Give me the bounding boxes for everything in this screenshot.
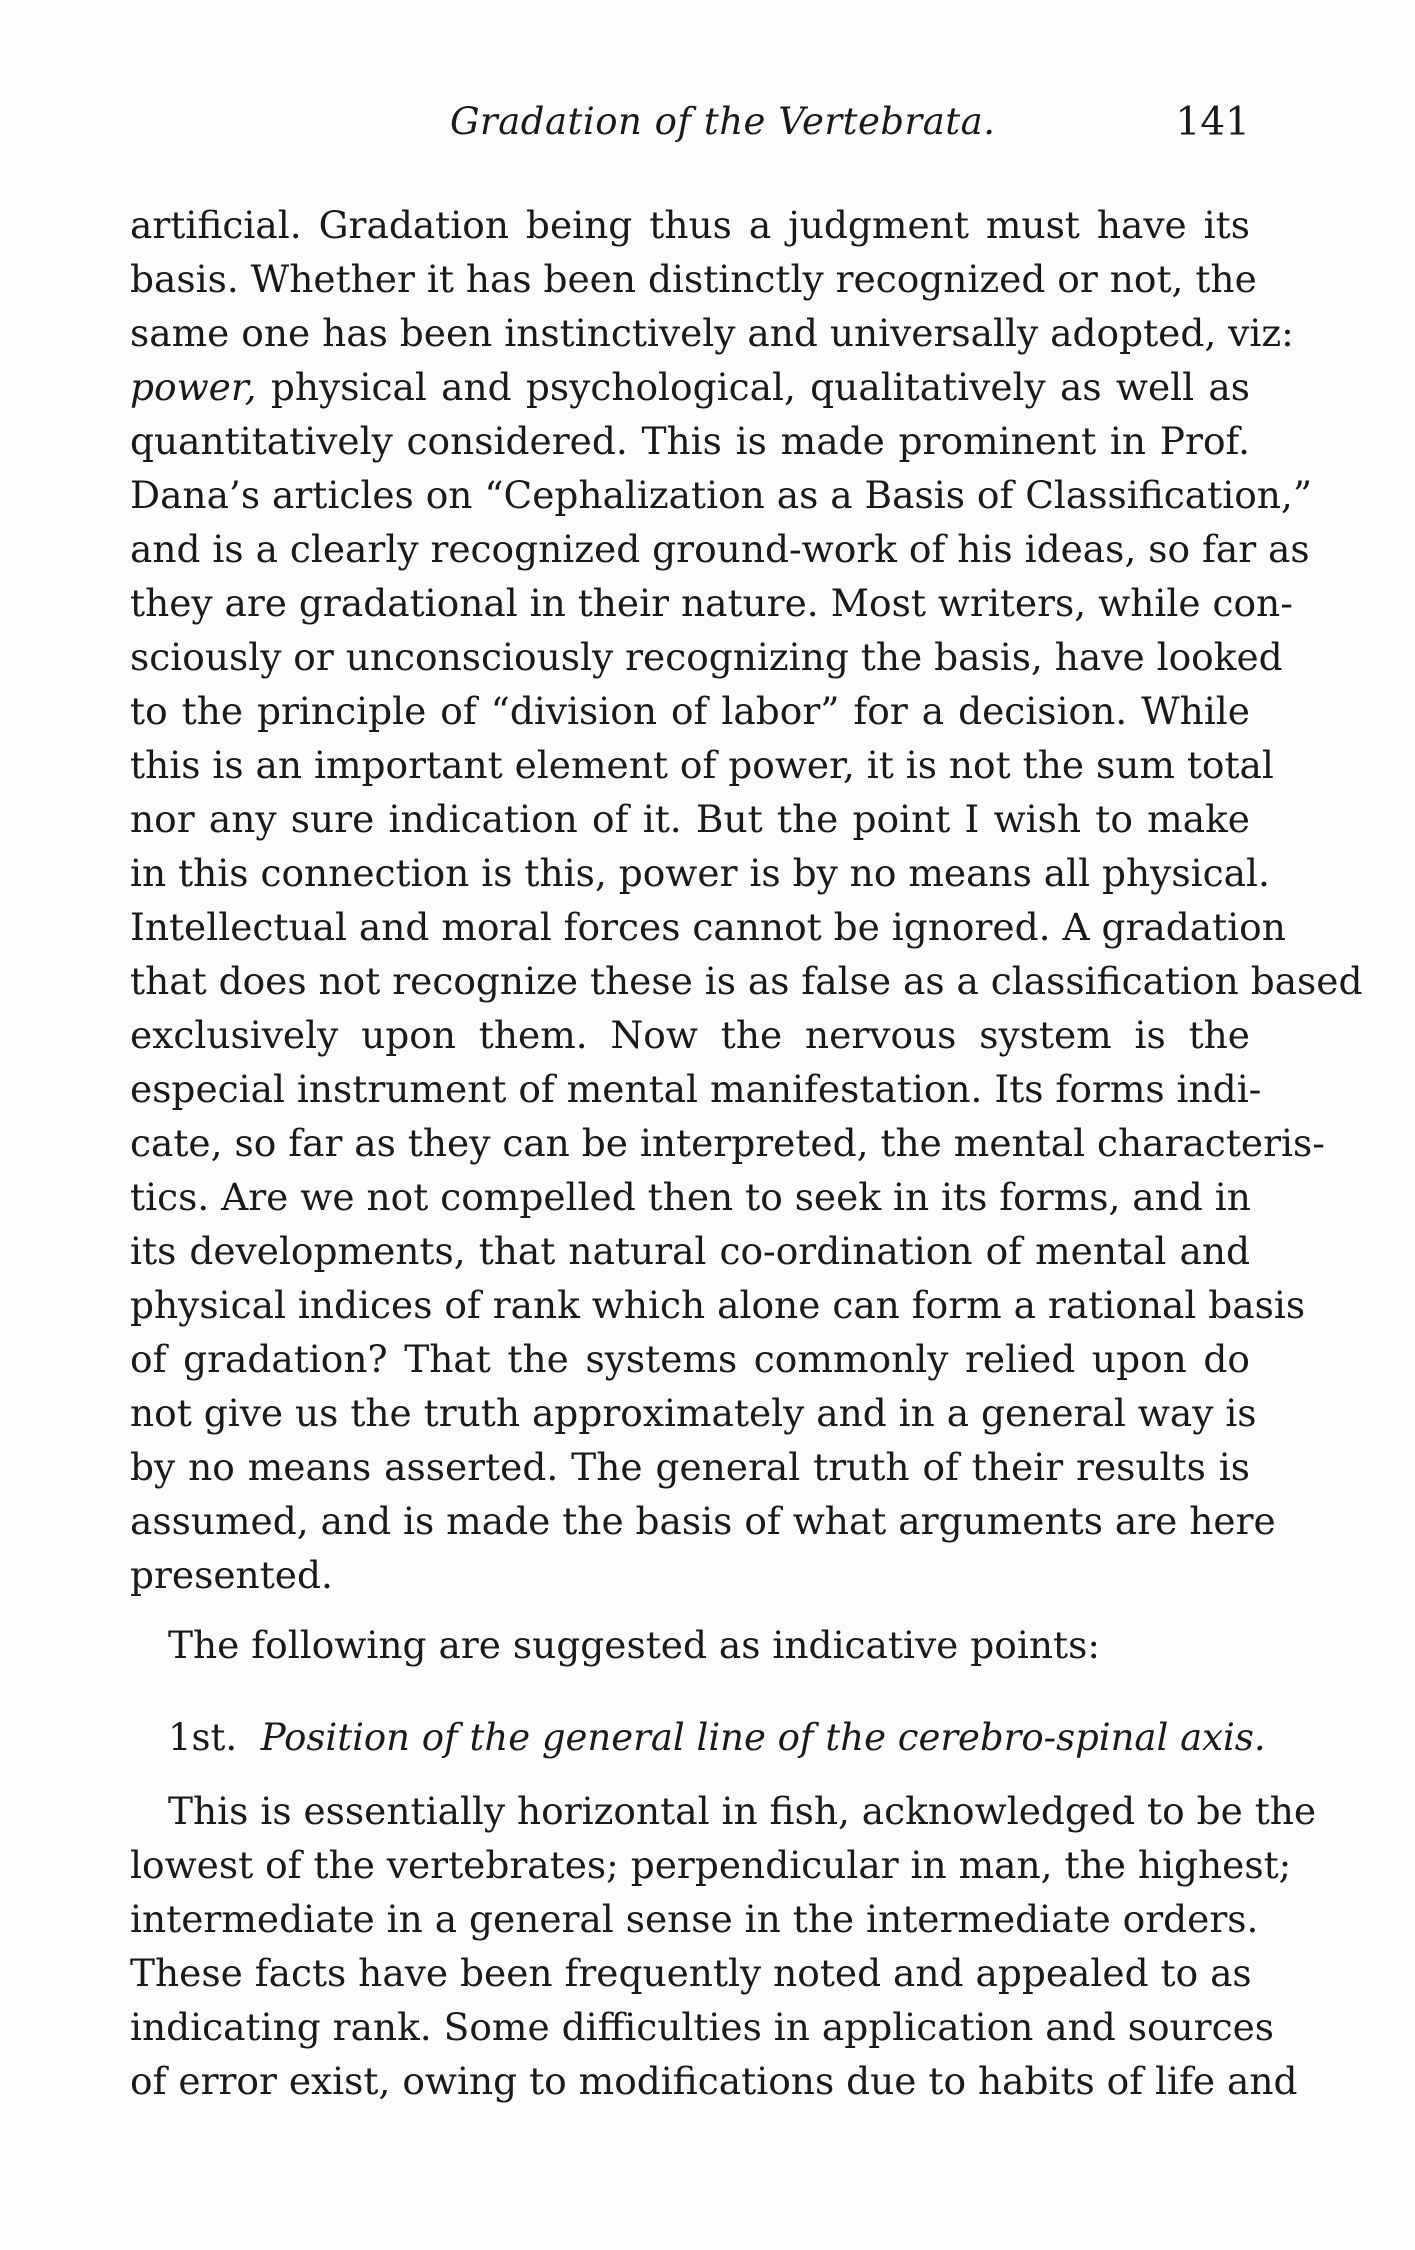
text-line: this is an important element of power, it is not the sum total — [130, 743, 1274, 787]
page-header — [130, 100, 1250, 160]
subheading-number: 1st. — [168, 1716, 238, 1759]
text-line — [130, 360, 1250, 414]
text-line: intermediate in a general sense in the intermediate orders. — [130, 1897, 1259, 1941]
power-word: power, — [130, 365, 257, 409]
text-line: same one has been instinctively and universally adopted, viz: — [130, 311, 1294, 355]
text-line: not give us the truth approximately and in a general way is — [130, 1391, 1257, 1435]
text-line: presented. — [130, 1553, 333, 1597]
text-line: indicating rank. Some difficulties in application and sources — [130, 2005, 1275, 2049]
text-line: of error exist, owing to modifications due to habits of life and — [130, 2059, 1298, 2103]
text-line: by no means asserted. The general truth of their results is — [130, 1445, 1250, 1489]
text-line: exclusively upon them. Now the nervous system is the — [130, 1013, 1250, 1057]
text-line: its developments, that natural co-ordination of mental and — [130, 1229, 1250, 1273]
text-line: cate, so far as they can be interpreted, the mental characteris- — [130, 1121, 1325, 1165]
text-line: This is essentially horizontal in fish, acknowledged to be the — [168, 1789, 1317, 1833]
text-line: nor any sure indication of it. But the point I wish to make — [130, 797, 1250, 841]
text-line: quantitatively considered. This is made prominent in Prof. — [130, 419, 1250, 463]
section-subheading — [168, 1716, 1266, 1759]
text-line: tics. Are we not compelled then to seek in its forms, and in — [130, 1175, 1251, 1219]
text-line: assumed, and is made the basis of what arguments are here — [130, 1499, 1276, 1543]
text-line: Intellectual and moral forces cannot be ignored. A gradation — [130, 905, 1286, 949]
running-title: Gradation of the Vertebrata. — [450, 100, 996, 143]
text-line: physical indices of rank which alone can form a rational basis — [130, 1283, 1306, 1327]
text-line: Dana’s articles on “Cephalization as a Basis of Classification,” — [130, 473, 1313, 517]
text-line: to the principle of “division of labor” for a decision. While — [130, 689, 1250, 733]
text-line: they are gradational in their nature. Most writers, while con- — [130, 581, 1293, 625]
text-line: that does not recognize these is as false as a classification based — [130, 959, 1363, 1003]
text-line: especial instrument of mental manifestation. Its forms indi- — [130, 1067, 1262, 1111]
text-line: lowest of the vertebrates; perpendicular in man, the highest; — [130, 1843, 1292, 1887]
text-line: in this connection is this, power is by no means all physical. — [130, 851, 1270, 895]
text-line: These facts have been frequently noted and appealed to as — [130, 1951, 1252, 1995]
text-line: basis. Whether it has been distinctly recognized or not, the — [130, 257, 1257, 301]
subheading-text: Position of the general line of the cerebro-spinal axis. — [260, 1716, 1266, 1759]
paragraph-2: The following are suggested as indicative points: — [168, 1623, 1100, 1667]
text-line: sciously or unconsciously recognizing the basis, have looked — [130, 635, 1283, 679]
text-line-rest: physical and psychological, qualitatively as well as — [270, 365, 1250, 409]
text-line: and is a clearly recognized ground-work of his ideas, so far as — [130, 527, 1310, 571]
text-line: of gradation? That the systems commonly relied upon do — [130, 1337, 1250, 1381]
text-line: artificial. Gradation being thus a judgment must have its — [130, 203, 1250, 247]
page-number: 141 — [1175, 100, 1250, 145]
